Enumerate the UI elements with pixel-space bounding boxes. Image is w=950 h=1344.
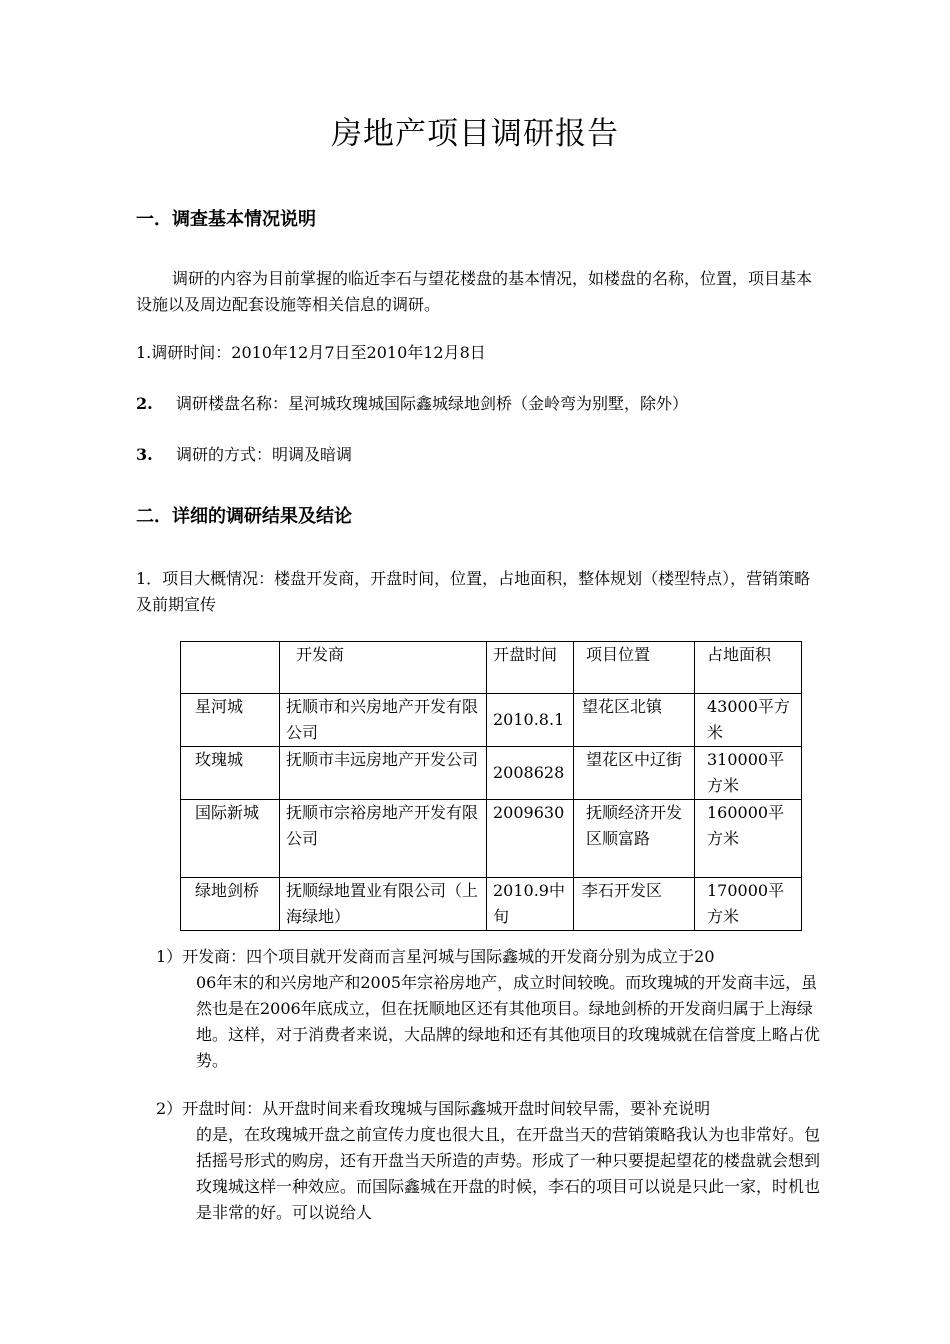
table-cell: 星河城 [181,694,280,747]
table-header-cell: 开盘时间 [487,642,574,694]
survey-method [136,442,352,468]
table-row [181,800,802,878]
table-header-cell: 项目位置 [574,642,695,694]
table-cell: 绿地剑桥 [181,878,280,931]
table-row [181,878,802,931]
table-cell: 抚顺市宗裕房地产开发有限公司 [280,800,487,878]
point-developer [156,944,820,1074]
intro-paragraph: 调研的内容为目前掌握的临近李石与望花楼盘的基本情况，如楼盘的名称，位置，项目基本设施以及周边配套设施等相关信息的调研。 [136,269,813,314]
document-title: 房地产项目调研报告 [331,116,619,152]
table-header-cell [181,642,280,694]
table-cell: 160000平方米 [695,800,802,878]
table-cell: 170000平方米 [695,878,802,931]
table-cell: 望花区中辽街 [574,747,695,800]
table-cell: 2010.9中旬 [487,878,574,931]
point-continuation: 06年末的和兴房地产和2005年宗裕房地产，成立时间较晚。而玫瑰城的开发商丰远，虽然也是在2006年底成立，但在抚顺地区还有其他项目。绿地剑桥的开发商归属于上海绿地。这样，对于消费者来说，大品牌的绿地和还有其他项目的玫瑰城就在信誉度上略占优势。 [196,973,821,1070]
table-cell: 李石开发区 [574,878,695,931]
point-first-line: 1）开发商：四个项目就开发商而言星河城与国际鑫城的开发商分别为成立于20 [156,947,715,966]
item-text: 调研楼盘名称：星河城玫瑰城国际鑫城绿地剑桥（金岭弯为别墅，除外） [176,394,689,413]
table-cell: 310000平方米 [695,747,802,800]
point-continuation: 的是，在玫瑰城开盘之前宣传力度也很大且，在开盘当天的营销策略我认为也非常好。包括摇号形式的购房，还有开盘当天所造的声势。形成了一种只要提起望花的楼盘就会想到玫瑰城这样一种效应。而国际鑫城在开盘的时候，李石的项目可以说是只此一家，时机也是非常的好。可以说给人 [196,1125,821,1222]
section-1-heading: 一．调查基本情况说明 [136,209,316,230]
point-opening-time [156,1096,820,1226]
table-cell: 2009630 [487,800,574,878]
table-cell: 抚顺市丰远房地产开发公司 [280,747,487,800]
table-cell: 抚顺绿地置业有限公司（上海绿地） [280,878,487,931]
table-row [181,747,802,800]
table-cell: 玫瑰城 [181,747,280,800]
table-header-row [181,642,802,694]
table-cell: 望花区北镇 [574,694,695,747]
table-header-cell: 占地面积 [695,642,802,694]
table-row [181,694,802,747]
item-number: 3. [136,445,153,464]
table-cell: 43000平方米 [695,694,802,747]
table-cell: 抚顺市和兴房地产开发有限公司 [280,694,487,747]
item-number: 2. [136,394,153,413]
developer-table [180,641,802,931]
survey-time: 1.调研时间：2010年12月7日至2010年12月8日 [136,343,486,362]
overview-paragraph: 1．项目大概情况：楼盘开发商，开盘时间，位置，占地面积，整体规划（楼型特点），营销策略及前期宣传 [136,569,811,614]
survey-buildings [136,391,688,417]
table-cell: 2010.8.1 [487,694,574,747]
item-text: 调研的方式：明调及暗调 [176,445,353,464]
table-header-cell: 开发商 [280,642,487,694]
table-cell: 抚顺经济开发区顺富路 [574,800,695,878]
point-first-line: 2）开盘时间：从开盘时间来看玫瑰城与国际鑫城开盘时间较早需，要补充说明 [156,1099,711,1118]
section-2-heading: 二．详细的调研结果及结论 [136,506,352,527]
table-cell: 国际新城 [181,800,280,878]
table-cell: 2008628 [487,747,574,800]
